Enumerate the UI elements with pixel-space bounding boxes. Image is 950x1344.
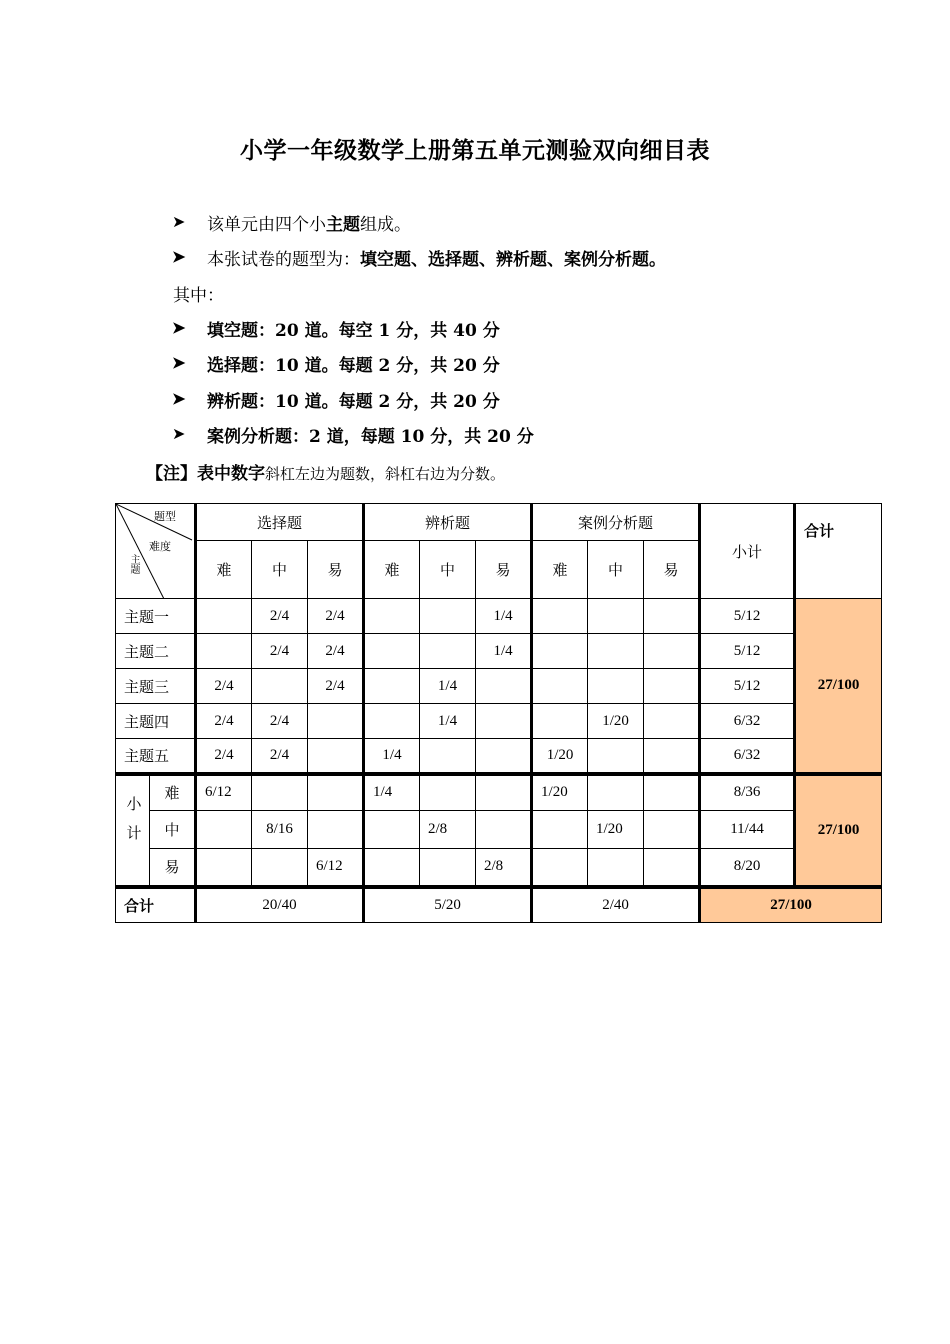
table-cell [476, 704, 532, 739]
table-cell [588, 599, 644, 634]
table-cell: 1/20 [588, 811, 644, 849]
table-cell: 2/4 [252, 599, 308, 634]
table-cell [196, 849, 252, 887]
level-header: 难 [532, 541, 588, 599]
intro-line-2-text-b: 填空题、选择题、辨析题、案例分析题。 [360, 250, 666, 270]
bullet-icon: ➤ [172, 318, 186, 337]
table-cell [420, 634, 476, 669]
table-cell [588, 774, 644, 811]
table-cell [196, 811, 252, 849]
table-cell [644, 774, 700, 811]
table-cell [476, 774, 532, 811]
total-row [116, 887, 882, 923]
sub-label-cell [116, 774, 150, 887]
row-subtotal: 11/44 [700, 811, 795, 849]
table-cell: 1/4 [364, 774, 420, 811]
qizhong-label: 其中： [173, 286, 224, 306]
group-header-choice: 选择题 [196, 504, 364, 541]
table-cell [644, 669, 700, 704]
table-cell [308, 811, 364, 849]
table-cell [308, 704, 364, 739]
table-cell [588, 669, 644, 704]
group-header-analysis: 辨析题 [364, 504, 532, 541]
table-cell: 8/16 [252, 811, 308, 849]
row-label: 主题一 [116, 599, 196, 634]
table-cell [644, 849, 700, 887]
table-row [116, 849, 882, 887]
corner-header [116, 504, 196, 599]
item-case-study: 案例分析题：2 道，每题 10 分，共 20 分 [207, 427, 534, 447]
bullet-icon: ➤ [172, 212, 186, 231]
table-cell [308, 774, 364, 811]
level-header: 中 [420, 541, 476, 599]
level-header: 难 [196, 541, 252, 599]
row-label: 主题四 [116, 704, 196, 739]
table-cell [532, 811, 588, 849]
table-cell: 2/4 [308, 634, 364, 669]
table-cell [476, 739, 532, 774]
item-multiple-choice: 选择题：10 道。每题 2 分，共 20 分 [207, 356, 500, 376]
table-note [146, 459, 505, 484]
table-cell [364, 669, 420, 704]
table-cell [364, 849, 420, 887]
intro-line-1-text-b: 主题 [326, 215, 360, 235]
table-cell [644, 599, 700, 634]
table-cell: 2/4 [252, 739, 308, 774]
level-header: 易 [308, 541, 364, 599]
table-cell [420, 849, 476, 887]
level-header: 中 [252, 541, 308, 599]
table-cell: 2/4 [196, 739, 252, 774]
table-cell: 2/4 [252, 634, 308, 669]
table-cell [364, 634, 420, 669]
table-cell [364, 811, 420, 849]
table-cell [420, 774, 476, 811]
row-subtotal: 8/20 [700, 849, 795, 887]
grand-total: 27/100 [700, 887, 882, 923]
table-cell [588, 849, 644, 887]
table-cell [644, 634, 700, 669]
level-label: 中 [150, 811, 196, 849]
table-row [116, 704, 882, 739]
intro-line-1-text-a: 该单元由四个小 [207, 215, 326, 235]
table-row [116, 811, 882, 849]
table-cell: 2/4 [196, 669, 252, 704]
table-cell [420, 739, 476, 774]
table-cell [196, 599, 252, 634]
total-case: 2/40 [532, 887, 700, 923]
table-cell: 1/4 [364, 739, 420, 774]
row-subtotal: 6/32 [700, 704, 795, 739]
table-cell: 1/20 [532, 739, 588, 774]
table-cell: 2/4 [252, 704, 308, 739]
row-subtotal: 6/32 [700, 739, 795, 774]
table-cell [308, 739, 364, 774]
corner-type-label: 题型 [154, 511, 176, 523]
table-cell [252, 774, 308, 811]
note-bold: 表中数字 [197, 464, 265, 484]
table-row [116, 634, 882, 669]
table-cell [532, 704, 588, 739]
table-cell [364, 704, 420, 739]
table-cell: 1/4 [420, 704, 476, 739]
total-choice: 20/40 [196, 887, 364, 923]
level-header: 易 [644, 541, 700, 599]
table-cell [364, 599, 420, 634]
table-cell: 2/8 [420, 811, 476, 849]
intro-line-2-text-a: 本张试卷的题型为： [207, 250, 360, 270]
corner-topic-label: 主题 [128, 554, 139, 574]
table-row [116, 669, 882, 704]
row-subtotal: 5/12 [700, 599, 795, 634]
table-cell: 2/4 [308, 669, 364, 704]
group-header-case: 案例分析题 [532, 504, 700, 541]
row-label: 主题五 [116, 739, 196, 774]
row-subtotal: 8/36 [700, 774, 795, 811]
table-cell [532, 849, 588, 887]
spec-table [115, 503, 882, 923]
table-cell [588, 739, 644, 774]
table-row [116, 774, 882, 811]
corner-difficulty-label: 难度 [149, 541, 171, 553]
row-label: 主题二 [116, 634, 196, 669]
bullet-icon: ➤ [172, 424, 186, 443]
table-cell: 2/4 [308, 599, 364, 634]
row-subtotal: 5/12 [700, 634, 795, 669]
table-cell: 1/4 [420, 669, 476, 704]
table-cell [532, 599, 588, 634]
table-cell: 6/12 [308, 849, 364, 887]
level-label: 难 [150, 774, 196, 811]
table-cell [476, 811, 532, 849]
row-subtotal: 5/12 [700, 669, 795, 704]
table-cell: 6/12 [196, 774, 252, 811]
table-cell: 2/4 [196, 704, 252, 739]
table-cell: 2/8 [476, 849, 532, 887]
level-header: 难 [364, 541, 420, 599]
item-fill-blank: 填空题：20 道。每空 1 分，共 40 分 [207, 321, 500, 341]
table-cell: 1/20 [532, 774, 588, 811]
table-row [116, 739, 882, 774]
table-cell [420, 599, 476, 634]
intro-line-1-text-c: 组成。 [360, 215, 411, 235]
total-header: 合计 [795, 504, 882, 599]
item-analysis: 辨析题：10 道。每题 2 分，共 20 分 [207, 392, 500, 412]
table-cell [644, 811, 700, 849]
total-analysis: 5/20 [364, 887, 532, 923]
table-cell [532, 669, 588, 704]
table-cell [252, 669, 308, 704]
table-cell [252, 849, 308, 887]
bullet-icon: ➤ [172, 247, 186, 266]
sub-label: 小计 [124, 795, 141, 854]
table-row [116, 599, 882, 634]
table-cell: 1/20 [588, 704, 644, 739]
level-label: 易 [150, 849, 196, 887]
note-rest: 斜杠左边为题数，斜杠右边为分数。 [265, 465, 506, 483]
table-cell [644, 739, 700, 774]
level-header: 中 [588, 541, 644, 599]
table-cell [644, 704, 700, 739]
table-cell [588, 634, 644, 669]
table-cell: 1/4 [476, 634, 532, 669]
page-title: 小学一年级数学上册第五单元测验双向细目表 [240, 137, 710, 164]
level-total-cell: 27/100 [795, 774, 882, 887]
table-cell: 1/4 [476, 599, 532, 634]
table-cell [476, 669, 532, 704]
subtotal-header: 小计 [700, 504, 795, 599]
intro-line-1 [207, 210, 411, 235]
intro-line-2 [207, 245, 666, 270]
bullet-icon: ➤ [172, 353, 186, 372]
table-cell [196, 634, 252, 669]
row-label: 主题三 [116, 669, 196, 704]
note-bracket: 【注】 [146, 464, 197, 484]
level-header: 易 [476, 541, 532, 599]
topic-total-cell: 27/100 [795, 599, 882, 774]
table-cell [532, 634, 588, 669]
bullet-icon: ➤ [172, 389, 186, 408]
total-row-label: 合计 [116, 887, 196, 923]
